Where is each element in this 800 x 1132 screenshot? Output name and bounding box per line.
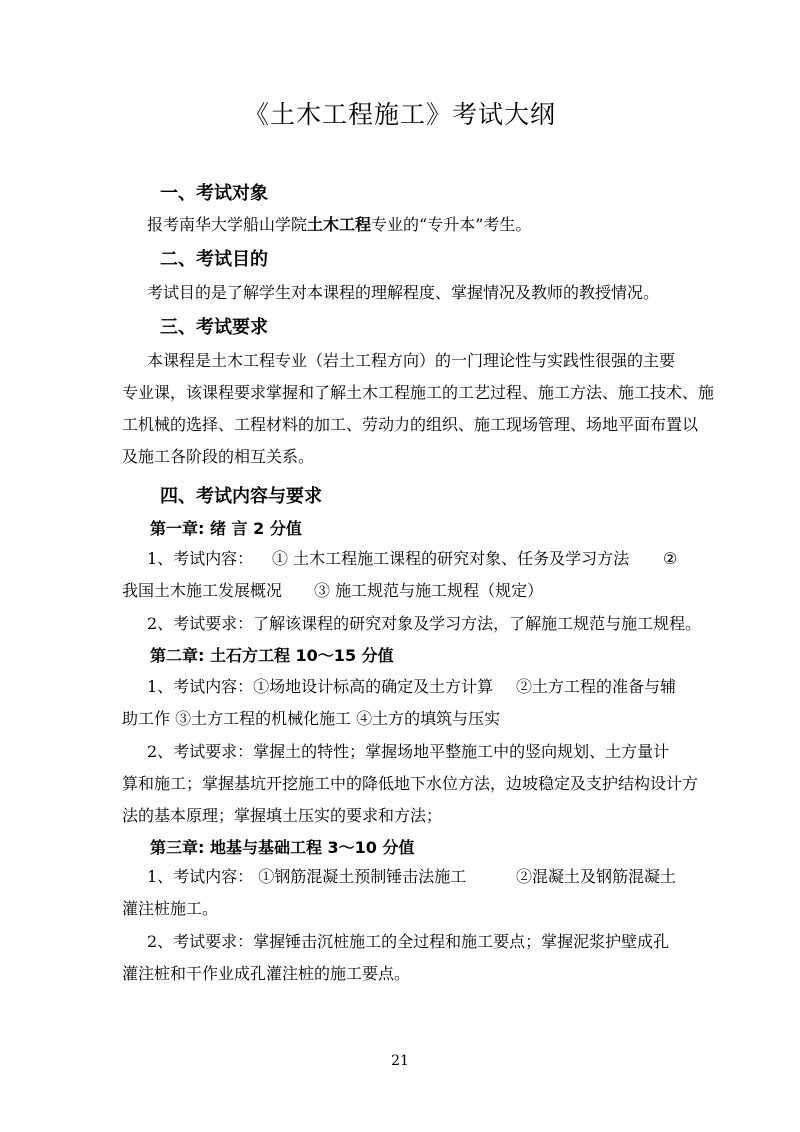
requirements-line: 及施工各阶段的相互关系。 <box>122 447 315 466</box>
chapter-1-title: 第一章: 绪 言 2 分值 <box>150 519 302 538</box>
chapter-3-requirements-line: 2、考试要求：掌握锤击沉桩施工的全过程和施工要点；掌握泥浆护壁成孔 <box>147 932 670 951</box>
exam-target-text-a: 报考南华大学船山学院 <box>147 215 308 234</box>
chapter-1-requirements: 2、考试要求：了解该课程的研究对象及学习方法，了解施工规范与施工规程。 <box>147 614 702 633</box>
chapter-3-content-line-2: 灌注桩施工。 <box>122 899 219 918</box>
chapter-2-requirements-line: 法的基本原理；掌握填土压实的要求和方法； <box>122 806 443 825</box>
chapter-2-content-line-1a: 1、考试内容：①场地设计标高的确定及土方计算 <box>147 677 494 696</box>
chapter-2-title: 第二章: 土石方工程 10～15 分值 <box>150 646 394 665</box>
requirements-line: 本课程是土木工程专业（岩土工程方向）的一门理论性与实践性很强的主要 <box>147 351 676 370</box>
chapter-2-content-line-1b: ②土方工程的准备与辅 <box>516 677 677 696</box>
chapter-3-content-line-1a: 1、考试内容： ①钢筋混凝土预制锤击法施工 <box>147 867 467 886</box>
exam-purpose-text: 考试目的是了解学生对本课程的理解程度、掌握情况及教师的教授情况。 <box>147 283 660 302</box>
section-heading-exam-requirements: 三、考试要求 <box>160 317 268 338</box>
chapter-2-requirements-line: 2、考试要求：掌握土的特性；掌握场地平整施工中的竖向规划、土方量计 <box>147 742 670 761</box>
section-heading-exam-purpose: 二、考试目的 <box>160 249 268 270</box>
chapter-1-content-label: 1、考试内容： <box>147 549 254 568</box>
section-heading-exam-content: 四、考试内容与要求 <box>160 486 322 507</box>
exam-target-major: 土木工程 <box>307 215 372 234</box>
section-heading-exam-target: 一、考试对象 <box>160 183 268 204</box>
chapter-1-content-item-2: 我国土木施工发展概况 <box>122 581 283 600</box>
requirements-line: 工机械的选择、工程材料的加工、劳动力的组织、施工现场管理、场地平面布置以 <box>122 415 699 434</box>
chapter-3-requirements-line: 灌注桩和干作业成孔灌注桩的施工要点。 <box>122 964 411 983</box>
exam-target-text-b: 专业的“专升本”考生。 <box>371 215 532 234</box>
chapter-1-content-item-2-mark: ② <box>663 549 678 568</box>
chapter-1-content-item-3: ③ 施工规范与施工规程（规定） <box>314 581 544 600</box>
chapter-3-title: 第三章: 地基与基础工程 3～10 分值 <box>150 838 415 857</box>
page-number: 21 <box>391 1053 409 1069</box>
exam-target-text <box>147 214 531 236</box>
document-title: 《土木工程施工》考试大纲 <box>243 100 556 129</box>
chapter-2-requirements-line: 算和施工；掌握基坑开挖施工中的降低地下水位方法，边坡稳定及支护结构设计方 <box>122 774 699 793</box>
requirements-line: 专业课，该课程要求掌握和了解土木工程施工的工艺过程、施工方法、施工技术、施 <box>122 383 715 402</box>
chapter-3-content-line-1b: ②混凝土及钢筋混凝土 <box>516 867 677 886</box>
chapter-1-content-item-1: ① 土木工程施工课程的研究对象、任务及学习方法 <box>272 549 630 568</box>
chapter-2-content-line-2: 助工作 ③土方工程的机械化施工 ④土方的填筑与压实 <box>122 709 501 728</box>
